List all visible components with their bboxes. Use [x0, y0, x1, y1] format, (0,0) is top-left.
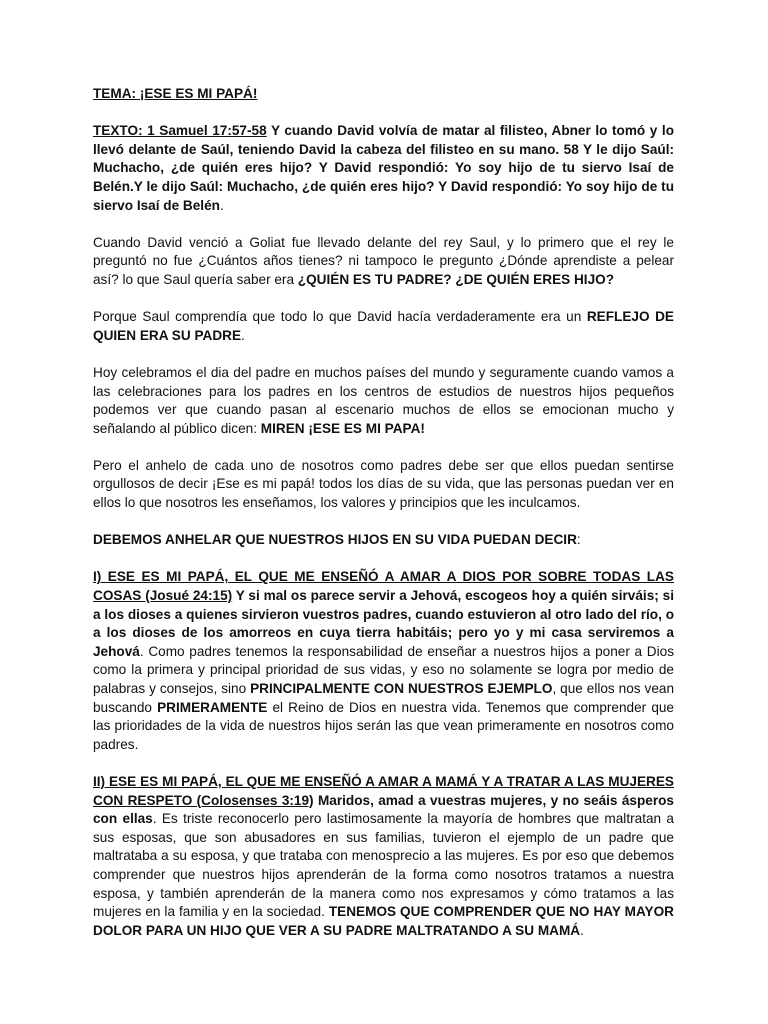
point-one: I) ESE ES MI PAPÁ, EL QUE ME ENSEÑÓ A AMAR A DIOS POR SOBRE TODAS LAS COSAS (Josué 24:15) Y si mal os parece servir a Jehová, escogeos hoy a quién sirváis; si a los dioses a quienes sirvieron vuestros padres, cuando estuvieron al otro lado del río, o a los dioses de los amorreos en cuya tierra habitáis; pero yo y mi casa serviremos a Jehová. Como padres tenemos la responsabilidad de enseñar a nuestros hijos a poner a Dios como la primera y principal prioridad de sus vidas, y eso no solamente se logra por medio de palabras y consejos, sino PRINCIPALMENTE CON NUESTROS EJEMPLO, que ellos nos vean buscando PRIMERAMENTE el Reino de Dios en nuestra vida. Tenemos que comprender que las prioridades de la vida de nuestros hijos serán las que vean primeramente en nosotros como padres.: [93, 569, 675, 752]
paragraph-goliath: Cuando David venció a Goliat fue llevado delante del rey Saul, y lo primero que el rey le preguntó no fue ¿Cuántos años tienes? ni tampoco le pregunto ¿Dónde aprendiste a pelear así? lo que Saul quería saber era ¿QUIÉN ES TU PADRE? ¿DE QUIÉN ERES HIJO?: [93, 234, 674, 287]
paragraph-desire: Pero el anhelo de cada uno de nosotros como padres debe ser que ellos puedan sentirse orgullosos de decir ¡Ese es mi papá! todos los días de su vida, que las personas puedan ver en ellos lo que nosotros les enseñamos, los valores y principios que les inculcamos.: [93, 457, 674, 511]
scripture-text: TEXTO: 1 Samuel 17:57-58 Y cuando David volvía de matar al filisteo, Abner lo tomó y lo llevó delante de Saúl, teniendo David la cabeza del filisteo en su mano. 58 Y le dijo Saúl: Muchacho, ¿de quién eres hijo? Y David respondió: Yo soy hijo de tu siervo Isaí de Belén.Y le dijo Saúl: Muchacho, ¿de quién eres hijo? Y David respondió: Yo soy hijo de tu siervo Isaí de Belén.: [93, 123, 674, 213]
scripture-verse: Y cuando David volvía de matar al filisteo, Abner lo tomó y lo llevó delante de Saúl, teniendo David la cabeza del filisteo en su mano. 58 Y le dijo Saúl: Muchacho, ¿de quién eres hijo? Y David respondió: Yo soy hijo de tu siervo Isaí de Belén.Y le dijo Saúl: Muchacho, ¿de quién eres hijo? Y David respondió: Yo soy hijo de tu siervo Isaí de Belén: [93, 123, 674, 213]
scripture-reference: TEXTO: 1 Samuel 17:57-58: [93, 123, 267, 139]
paragraph-reflection: Porque Saul comprendía que todo lo que David hacía verdaderamente era un REFLEJO DE QUIEN ERA SU PADRE.: [93, 309, 674, 343]
point-two-verse: Maridos, amad a vuestras mujeres, y no seáis ásperos con ellas: [93, 792, 674, 827]
sermon-title: TEMA: ¡ESE ES MI PAPÁ!: [93, 86, 258, 101]
point-two: II) ESE ES MI PAPÁ, EL QUE ME ENSEÑÓ A AMAR A MAMÁ Y A TRATAR A LAS MUJERES CON RESPETO (Colosenses 3:19) Maridos, amad a vuestras mujeres, y no seáis ásperos con ellas. Es triste reconocerlo pero lastimosamente la mayoría de hombres que maltratan a sus esposas, que son abusadores en sus familias, tuvieron el ejemplo de un padre que maltrataba a su esposa, y que trataba con menosprecio a las mujeres. Es por eso que debemos comprender que nuestros hijos aprenderán de la forma como nosotros tratamos a nuestra esposa, y también aprenderán de la manera como nos expresamos y cómo tratamos a las mujeres en la familia y en la sociedad. TENEMOS QUE COMPRENDER QUE NO HAY MAYOR DOLOR PARA UN HIJO QUE VER A SU PADRE MALTRATANDO A SU MAMÁ.: [93, 773, 674, 938]
point-one-title: I) ESE ES MI PAPÁ, EL QUE ME ENSEÑÓ A AMAR A DIOS POR SOBRE TODAS LAS COSAS (Josué 24:15): [93, 569, 674, 604]
paragraph-fathers-day: Hoy celebramos el dia del padre en muchos países del mundo y seguramente cuando vamos a las celebraciones para los padres en los centros de estudios de nuestros hijos pequeños podemos ver que cuando pasan al escenario muchos de ellos se emocionan mucho y señalando al público dicen: MIREN ¡ESE ES MI PAPA!: [93, 364, 674, 436]
section-heading: DEBEMOS ANHELAR QUE NUESTROS HIJOS EN SU VIDA PUEDAN DECIR:: [93, 532, 581, 548]
point-one-verse: Y si mal os parece servir a Jehová, escogeos hoy a quién sirváis; si a los dioses a quienes sirvieron vuestros padres, cuando estuvieron al otro lado del río, o a los dioses de los amorreos en cuya tierra habitáis; pero yo y mi casa serviremos a Jehová: [93, 588, 674, 659]
point-two-title: II) ESE ES MI PAPÁ, EL QUE ME ENSEÑÓ A AMAR A MAMÁ Y A TRATAR A LAS MUJERES CON RESPETO (Colosenses 3:19): [93, 773, 674, 808]
